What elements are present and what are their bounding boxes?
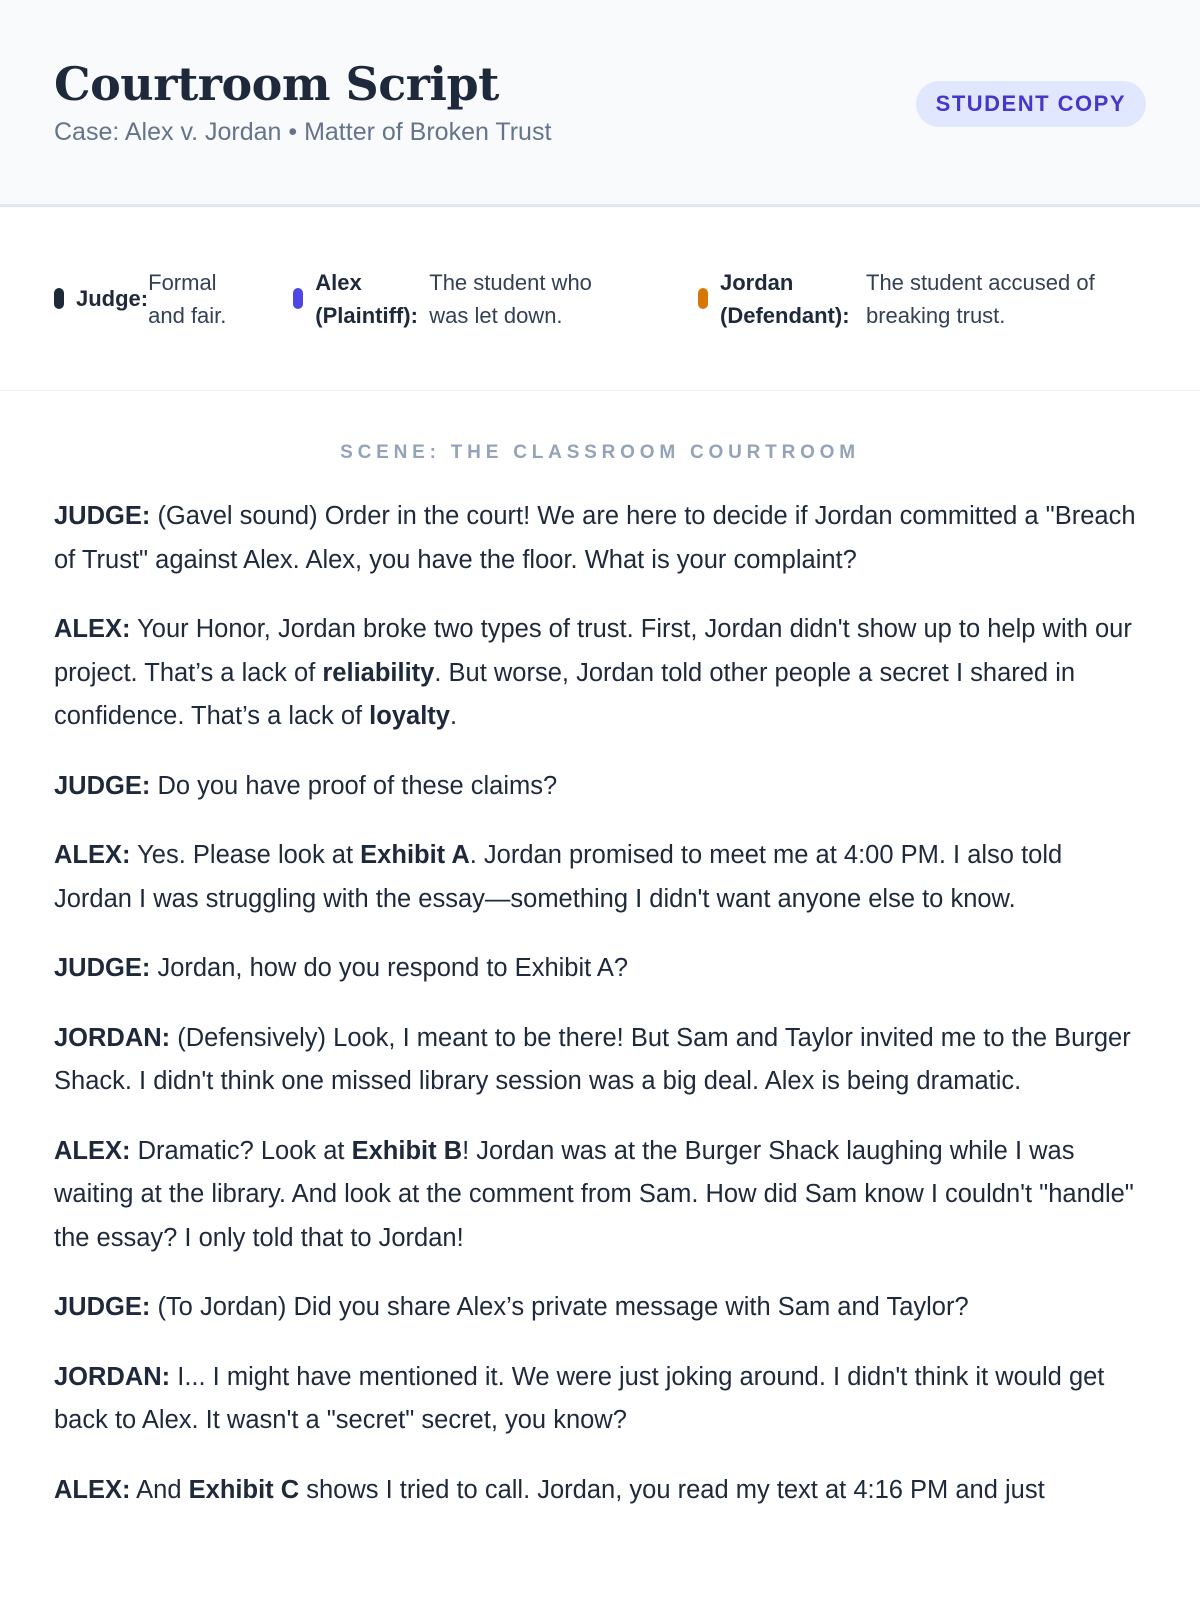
cast-role: Jordan (Defendant):	[720, 269, 850, 328]
dialogue-line	[54, 947, 1146, 991]
dialogue-text: I... I might have mentioned it. We were just joking around. I didn't think it would get back to Alex. It wasn't a "secret" secret, you know?	[54, 1362, 1105, 1434]
script-body	[0, 391, 1200, 1512]
dialogue-text: shows I tried to call. Jordan, you read my text at 4:16 PM and just	[299, 1475, 1045, 1504]
jordan-color-marker	[698, 288, 708, 309]
cast-role: Alex (Plaintiff):	[315, 269, 418, 328]
speaker-name: JUDGE:	[54, 954, 151, 982]
speaker-name: ALEX:	[54, 1475, 131, 1504]
dialogue-line	[54, 834, 1146, 921]
dialogue-text: (Defensively) Look, I meant to be there! But Sam and Taylor invited me to the Burger Shack. I didn't think one missed library session was a big deal. Alex is being dramatic.	[54, 1023, 1131, 1095]
dialogue-text: Do you have proof of these claims?	[150, 771, 558, 800]
scene-heading: SCENE: THE CLASSROOM COURTROOM	[340, 442, 860, 463]
dialogue-line	[54, 608, 1146, 739]
dialogue-text: Dramatic? Look at	[130, 1136, 352, 1165]
case-subtitle: Case: Alex v. Jordan • Matter of Broken Trust	[54, 118, 552, 146]
dialogue-text: .	[449, 702, 458, 730]
cast-description: Formal and fair.	[148, 269, 227, 328]
dialogue-text: And	[130, 1475, 189, 1504]
page-header	[0, 0, 1200, 207]
dialogue-line	[54, 1130, 1146, 1261]
dialogue-text: (Gavel sound) Order in the court! We are here to decide if Jordan committed a "Breach of Trust" against Alex. Alex, you have the floor. What is your complaint?	[54, 502, 1136, 574]
cast-role: Judge:	[76, 286, 149, 311]
dialogue-text: (To Jordan) Did you share Alex’s private message with Sam and Taylor?	[150, 1293, 969, 1321]
emphasis-text: reliability	[322, 658, 435, 687]
cast-description: The student accused of breaking trust.	[866, 269, 1095, 328]
alex-color-marker	[293, 288, 303, 309]
speaker-name: ALEX:	[54, 615, 131, 643]
speaker-name: JUDGE:	[54, 502, 151, 530]
cast-item-judge	[54, 266, 293, 332]
dialogue-line	[54, 765, 1146, 809]
cast-item-jordan	[698, 266, 1146, 332]
speaker-name: JORDAN:	[54, 1023, 171, 1052]
dialogue-line	[54, 1469, 1146, 1513]
emphasis-text: Exhibit B	[351, 1136, 463, 1165]
speaker-name: ALEX:	[54, 841, 131, 869]
speaker-name: JORDAN:	[54, 1362, 171, 1391]
dialogue-line	[54, 1017, 1146, 1104]
emphasis-text: Exhibit A	[360, 841, 470, 869]
speaker-name: ALEX:	[54, 1136, 131, 1165]
dialogue-line	[54, 1356, 1146, 1443]
student-copy-badge: STUDENT COPY	[916, 81, 1146, 127]
page-title: Courtroom Script	[54, 57, 499, 111]
judge-color-marker	[54, 288, 64, 309]
dialogue-text: Yes. Please look at	[130, 841, 361, 869]
dialogue-line	[54, 1286, 1146, 1330]
emphasis-text: Exhibit C	[188, 1475, 300, 1504]
dialogue-text: Your Honor, Jordan broke two types of trust. First, Jordan didn't show up to help with our project. That’s a lack of	[54, 615, 1132, 687]
dialogue-list	[54, 495, 1146, 1512]
dialogue-text: . Jordan promised to meet me at 4:00 PM. I also told Jordan I was struggling with the essay—something I didn't want anyone else to know.	[54, 841, 1063, 913]
cast-list	[0, 207, 1200, 391]
speaker-name: JUDGE:	[54, 1293, 151, 1321]
cast-item-alex	[293, 266, 698, 332]
speaker-name: JUDGE:	[54, 771, 151, 800]
dialogue-text: Jordan, how do you respond to Exhibit A?	[150, 954, 629, 982]
dialogue-line	[54, 495, 1146, 582]
dialogue-text: . But worse, Jordan told other people a secret I shared in confidence. That’s a lack of	[54, 658, 1076, 730]
emphasis-text: loyalty	[369, 702, 450, 730]
dialogue-text: ! Jordan was at the Burger Shack laughing while I was waiting at the library. And look at the comment from Sam. How did Sam know I couldn't "handle" the essay? I only told that to Jordan!	[54, 1136, 1134, 1252]
cast-description: The student who was let down.	[429, 269, 592, 328]
